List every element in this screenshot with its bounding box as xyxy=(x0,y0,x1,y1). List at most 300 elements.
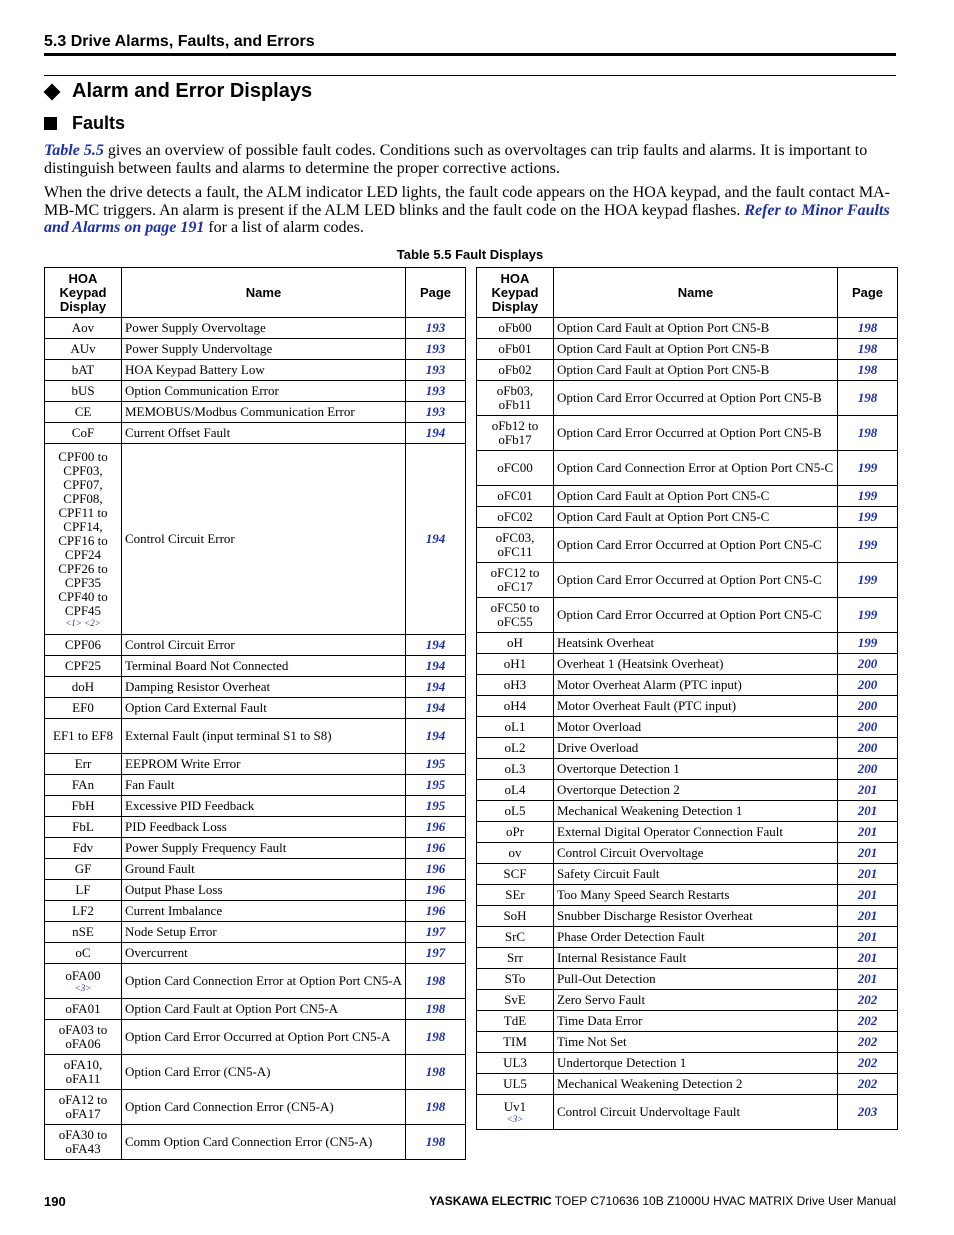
page-link[interactable]: 197 xyxy=(406,943,466,964)
page-link[interactable]: 198 xyxy=(406,1090,466,1125)
fault-name: MEMOBUS/Modbus Communication Error xyxy=(122,402,406,423)
fault-code: oH xyxy=(507,635,523,650)
page-link[interactable]: 199 xyxy=(838,451,898,486)
fault-code: oFb12 to oFb17 xyxy=(491,418,539,447)
fault-code: bUS xyxy=(71,383,95,398)
fault-name: Option Card Error (CN5-A) xyxy=(122,1055,406,1090)
fault-code-cell xyxy=(477,696,554,717)
table-row xyxy=(477,528,898,563)
table-row xyxy=(45,444,466,635)
fault-code-cell xyxy=(477,486,554,507)
fault-code-cell xyxy=(45,318,122,339)
fault-code-cell xyxy=(45,381,122,402)
table-row xyxy=(45,698,466,719)
page-link[interactable]: 200 xyxy=(838,738,898,759)
table-row xyxy=(477,885,898,906)
fault-code-cell xyxy=(477,339,554,360)
fault-code-cell xyxy=(477,318,554,339)
fault-code-cell xyxy=(477,1095,554,1130)
table-row xyxy=(477,360,898,381)
page-link[interactable]: 203 xyxy=(838,1095,898,1130)
fault-code-cell xyxy=(45,999,122,1020)
fault-code: oL3 xyxy=(504,761,526,776)
page-link[interactable]: 199 xyxy=(838,507,898,528)
fault-code-cell xyxy=(477,864,554,885)
fault-code-cell xyxy=(45,360,122,381)
table-row xyxy=(477,780,898,801)
table-row xyxy=(45,880,466,901)
heading-text: Faults xyxy=(72,113,126,133)
fault-name: Option Card Connection Error (CN5-A) xyxy=(122,1090,406,1125)
page-link[interactable]: 198 xyxy=(838,381,898,416)
fault-name: Motor Overheat Fault (PTC input) xyxy=(554,696,838,717)
fault-code: EF1 to EF8 xyxy=(53,728,113,743)
fault-name: External Fault (input terminal S1 to S8) xyxy=(122,719,406,754)
table-row xyxy=(45,1020,466,1055)
fault-name: Drive Overload xyxy=(554,738,838,759)
page-link[interactable]: 200 xyxy=(838,759,898,780)
fault-name: Fan Fault xyxy=(122,775,406,796)
fault-code-cell xyxy=(45,719,122,754)
table-row xyxy=(477,759,898,780)
page-link[interactable]: 198 xyxy=(838,416,898,451)
table-row xyxy=(477,563,898,598)
fault-code-cell xyxy=(477,822,554,843)
table-row xyxy=(45,1055,466,1090)
table-row xyxy=(477,864,898,885)
page-link[interactable]: 196 xyxy=(406,817,466,838)
table-row xyxy=(45,677,466,698)
table-row xyxy=(477,927,898,948)
table-row xyxy=(477,675,898,696)
page-link[interactable]: 202 xyxy=(838,1032,898,1053)
page-link[interactable]: 193 xyxy=(406,318,466,339)
fault-name: Option Card Error Occurred at Option Port CN5-C xyxy=(554,598,838,633)
page-link[interactable]: 201 xyxy=(838,927,898,948)
fault-code-cell xyxy=(477,1053,554,1074)
fault-name: Snubber Discharge Resistor Overheat xyxy=(554,906,838,927)
page-link[interactable]: 201 xyxy=(838,780,898,801)
fault-name: Output Phase Loss xyxy=(122,880,406,901)
fault-code: FbL xyxy=(72,819,94,834)
column-header-code: HOA Keypad Display xyxy=(45,268,122,318)
page-link[interactable]: 198 xyxy=(406,1125,466,1160)
fault-name: Option Card Fault at Option Port CN5-B xyxy=(554,318,838,339)
fault-code: GF xyxy=(74,861,92,876)
fault-code: oFC12 to oFC17 xyxy=(490,565,540,594)
fault-code-cell xyxy=(477,416,554,451)
table-row xyxy=(477,451,898,486)
table-row xyxy=(477,381,898,416)
fault-code: Srr xyxy=(507,950,523,965)
fault-name: Pull-Out Detection xyxy=(554,969,838,990)
paragraph-text: When the drive detects a fault, the ALM indicator LED lights, the fault code appears on the HOA keypad, and the fault contact MA-MB-MC triggers. An alarm is present if the ALM LED blinks and the fault code on the HOA keypad flashes. xyxy=(44,184,890,219)
fault-code-cell xyxy=(477,717,554,738)
footer-manual: TOEP C710636 10B Z1000U HVAC MATRIX Drive User Manual xyxy=(551,1194,896,1208)
fault-code: Aov xyxy=(71,320,95,335)
page-link[interactable]: 198 xyxy=(838,339,898,360)
fault-code: oH4 xyxy=(503,698,527,713)
table-row xyxy=(45,922,466,943)
table-row xyxy=(45,1090,466,1125)
table-row xyxy=(45,381,466,402)
fault-code-cell xyxy=(477,654,554,675)
fault-name: Damping Resistor Overheat xyxy=(122,677,406,698)
table-link[interactable]: Table 5.5 xyxy=(44,142,104,159)
page-link[interactable]: 193 xyxy=(406,339,466,360)
fault-table-right xyxy=(476,267,898,1130)
table-row xyxy=(45,817,466,838)
fault-code: ov xyxy=(508,845,522,860)
fault-code: oH3 xyxy=(503,677,527,692)
section-header: 5.3 Drive Alarms, Faults, and Errors xyxy=(44,33,315,50)
table-row xyxy=(45,339,466,360)
fault-name: Option Card Error Occurred at Option Port CN5-B xyxy=(554,416,838,451)
page-link[interactable]: 201 xyxy=(838,864,898,885)
footnote-ref: <1> <2> xyxy=(65,617,101,628)
fault-code: SCF xyxy=(503,866,527,881)
fault-name: Control Circuit Error xyxy=(122,635,406,656)
page-link[interactable]: 194 xyxy=(406,444,466,635)
page-link[interactable]: 195 xyxy=(406,754,466,775)
fault-code-cell xyxy=(45,1090,122,1125)
page-link[interactable]: 202 xyxy=(838,1053,898,1074)
fault-code: oFA10, oFA11 xyxy=(63,1057,103,1086)
fault-code: Fdv xyxy=(72,840,94,855)
table-row xyxy=(45,423,466,444)
page-link[interactable]: 202 xyxy=(838,1011,898,1032)
table-row xyxy=(477,654,898,675)
fault-code-cell xyxy=(477,507,554,528)
fault-name: HOA Keypad Battery Low xyxy=(122,360,406,381)
fault-name: Option Card Fault at Option Port CN5-B xyxy=(554,339,838,360)
fault-name: Control Circuit Undervoltage Fault xyxy=(554,1095,838,1130)
page-link[interactable]: 199 xyxy=(838,486,898,507)
fault-code: Uv1 xyxy=(503,1098,527,1114)
fault-name: Power Supply Undervoltage xyxy=(122,339,406,360)
page-link[interactable]: 194 xyxy=(406,656,466,677)
page-link[interactable]: 194 xyxy=(406,635,466,656)
fault-code-cell xyxy=(477,927,554,948)
fault-code-cell xyxy=(45,754,122,775)
fault-code-cell xyxy=(477,360,554,381)
page-link[interactable]: 194 xyxy=(406,677,466,698)
fault-code: FAn xyxy=(71,777,95,792)
fault-name: Option Card Error Occurred at Option Port CN5-A xyxy=(122,1020,406,1055)
fault-code-cell xyxy=(477,948,554,969)
column-header-name: Name xyxy=(554,268,838,318)
fault-name: Internal Resistance Fault xyxy=(554,948,838,969)
fault-code-cell xyxy=(45,859,122,880)
table-row xyxy=(477,1032,898,1053)
fault-name: Safety Circuit Fault xyxy=(554,864,838,885)
table-row xyxy=(45,796,466,817)
fault-code-cell xyxy=(45,423,122,444)
fault-name: Too Many Speed Search Restarts xyxy=(554,885,838,906)
fault-name: Time Data Error xyxy=(554,1011,838,1032)
table-row xyxy=(477,339,898,360)
fault-code: nSE xyxy=(72,924,94,939)
fault-name: Undertorque Detection 1 xyxy=(554,1053,838,1074)
fault-code-cell xyxy=(477,990,554,1011)
page-link[interactable]: 201 xyxy=(838,801,898,822)
fault-code: oFA03 to oFA06 xyxy=(58,1022,108,1051)
fault-code: TIM xyxy=(503,1034,527,1049)
fault-code-cell xyxy=(45,796,122,817)
fault-code: oFC01 xyxy=(497,488,533,503)
fault-name: EEPROM Write Error xyxy=(122,754,406,775)
table-row xyxy=(45,1125,466,1160)
table-row xyxy=(477,843,898,864)
fault-code: oL4 xyxy=(504,782,526,797)
table-row xyxy=(477,1011,898,1032)
table-row xyxy=(45,859,466,880)
fault-code: oL2 xyxy=(504,740,526,755)
table-row xyxy=(45,999,466,1020)
page-link[interactable]: 200 xyxy=(838,696,898,717)
fault-code: CPF06 xyxy=(64,637,102,652)
table-row xyxy=(45,719,466,754)
heading-faults xyxy=(44,113,125,134)
fault-code: FbH xyxy=(71,798,95,813)
fault-name: Option Card External Fault xyxy=(122,698,406,719)
fault-code-cell xyxy=(45,1055,122,1090)
page-link[interactable]: 193 xyxy=(406,381,466,402)
fault-code-cell xyxy=(477,528,554,563)
page-link[interactable]: 200 xyxy=(838,675,898,696)
page-link[interactable]: 198 xyxy=(406,999,466,1020)
table-row xyxy=(45,402,466,423)
fault-code: oFC02 xyxy=(497,509,533,524)
paragraph-text: gives an overview of possible fault codes. Conditions such as overvoltages can trip faults and alarms. It is important to distinguish between faults and alarms to determine the proper corrective actions. xyxy=(44,142,868,177)
fault-name: Zero Servo Fault xyxy=(554,990,838,1011)
fault-code-cell xyxy=(477,598,554,633)
fault-code: CPF25 xyxy=(64,658,102,673)
diamond-bullet-icon xyxy=(44,83,61,100)
fault-name: Comm Option Card Connection Error (CN5-A) xyxy=(122,1125,406,1160)
fault-name: Option Card Error Occurred at Option Port CN5-C xyxy=(554,528,838,563)
column-header-name: Name xyxy=(122,268,406,318)
fault-code: CoF xyxy=(71,425,95,440)
fault-code: STo xyxy=(504,971,526,986)
page-link[interactable]: 199 xyxy=(838,563,898,598)
page-link[interactable]: 198 xyxy=(406,1020,466,1055)
page-link[interactable]: 198 xyxy=(838,360,898,381)
fault-code: oC xyxy=(75,945,91,960)
fault-code-cell xyxy=(45,635,122,656)
table-row xyxy=(477,801,898,822)
table-row xyxy=(477,598,898,633)
page-link[interactable]: 194 xyxy=(406,423,466,444)
table-row xyxy=(477,1053,898,1074)
fault-table-left xyxy=(44,267,466,1160)
column-header-code: HOA Keypad Display xyxy=(477,268,554,318)
page-link[interactable]: 194 xyxy=(406,698,466,719)
fault-detection-paragraph xyxy=(44,184,900,237)
fault-code-cell xyxy=(45,838,122,859)
table-row xyxy=(477,738,898,759)
page-link[interactable]: 201 xyxy=(838,948,898,969)
page-link[interactable]: 200 xyxy=(838,654,898,675)
fault-code-cell xyxy=(477,675,554,696)
fault-code: doH xyxy=(71,679,95,694)
fault-code: oFA00 xyxy=(65,967,101,983)
fault-code-cell xyxy=(477,738,554,759)
fault-code-cell xyxy=(45,880,122,901)
fault-name: Option Card Fault at Option Port CN5-C xyxy=(554,507,838,528)
table-row xyxy=(45,318,466,339)
fault-code: oL5 xyxy=(504,803,526,818)
fault-code-cell xyxy=(477,1032,554,1053)
fault-code: CE xyxy=(74,404,92,419)
page-link[interactable]: 199 xyxy=(838,598,898,633)
fault-code-cell xyxy=(477,1011,554,1032)
fault-code-cell xyxy=(477,381,554,416)
fault-name: Option Card Fault at Option Port CN5-A xyxy=(122,999,406,1020)
table-row xyxy=(477,416,898,451)
fault-code: oFb01 xyxy=(498,341,532,356)
page-link[interactable]: 194 xyxy=(406,719,466,754)
fault-code-cell xyxy=(477,843,554,864)
table-row xyxy=(45,838,466,859)
page-link[interactable]: 196 xyxy=(406,838,466,859)
fault-name: Motor Overload xyxy=(554,717,838,738)
fault-name: Terminal Board Not Connected xyxy=(122,656,406,677)
table-row xyxy=(45,360,466,381)
fault-name: Option Card Fault at Option Port CN5-C xyxy=(554,486,838,507)
table-row xyxy=(477,633,898,654)
fault-name: Control Circuit Error xyxy=(122,444,406,635)
page-link[interactable]: 193 xyxy=(406,402,466,423)
fault-code: SEr xyxy=(505,887,525,902)
fault-name: Option Communication Error xyxy=(122,381,406,402)
page-link[interactable]: 195 xyxy=(406,796,466,817)
fault-code-cell xyxy=(45,339,122,360)
fault-code: TdE xyxy=(503,1013,527,1028)
table-caption: Table 5.5 Fault Displays xyxy=(396,247,544,262)
fault-code: SrC xyxy=(504,929,526,944)
fault-code: SoH xyxy=(503,908,527,923)
fault-code: CPF00 to CPF03, CPF07, CPF08, CPF11 to CPF14, CPF16 to CPF24 CPF26 to CPF35 CPF40 to CPF45 xyxy=(58,448,108,618)
fault-name: Node Setup Error xyxy=(122,922,406,943)
page-link[interactable]: 202 xyxy=(838,990,898,1011)
fault-code-cell xyxy=(45,677,122,698)
fault-name: Current Imbalance xyxy=(122,901,406,922)
page-link[interactable]: 198 xyxy=(838,318,898,339)
fault-code-cell xyxy=(45,775,122,796)
page-link[interactable]: 201 xyxy=(838,906,898,927)
heading-text: Alarm and Error Displays xyxy=(72,80,313,102)
fault-code: oFC00 xyxy=(497,460,533,475)
fault-code-cell xyxy=(477,885,554,906)
fault-code: oPr xyxy=(505,824,525,839)
column-header-page: Page xyxy=(406,268,466,318)
page-link[interactable]: 200 xyxy=(838,717,898,738)
page-link[interactable]: 199 xyxy=(838,633,898,654)
page-link[interactable]: 198 xyxy=(406,1055,466,1090)
page-link[interactable]: 201 xyxy=(838,843,898,864)
table-row xyxy=(45,775,466,796)
section-rule xyxy=(44,75,896,76)
fault-code: UL3 xyxy=(503,1055,527,1070)
page-link[interactable]: 196 xyxy=(406,880,466,901)
header-rule xyxy=(44,53,896,56)
fault-code-cell xyxy=(477,906,554,927)
fault-code-cell xyxy=(45,656,122,677)
footer-brand: YASKAWA ELECTRIC xyxy=(429,1194,552,1208)
paragraph-text: for a list of alarm codes. xyxy=(204,219,364,236)
fault-code-cell xyxy=(477,1074,554,1095)
fault-code: oFC03, oFC11 xyxy=(495,530,535,559)
fault-name: Overheat 1 (Heatsink Overheat) xyxy=(554,654,838,675)
fault-name: Overtorque Detection 2 xyxy=(554,780,838,801)
fault-name: Excessive PID Feedback xyxy=(122,796,406,817)
table-row xyxy=(45,901,466,922)
fault-code-cell xyxy=(45,922,122,943)
fault-code-cell xyxy=(477,633,554,654)
fault-code: oFA12 to oFA17 xyxy=(58,1092,108,1121)
table-row xyxy=(477,948,898,969)
page-link[interactable]: 193 xyxy=(406,360,466,381)
page-link[interactable]: 196 xyxy=(406,859,466,880)
page-link[interactable]: 196 xyxy=(406,901,466,922)
fault-name: Option Card Error Occurred at Option Port CN5-B xyxy=(554,381,838,416)
page-link[interactable]: 201 xyxy=(838,822,898,843)
fault-name: Heatsink Overheat xyxy=(554,633,838,654)
minor-faults-link[interactable]: Refer to Minor Faults and Alarms on page 191 xyxy=(44,201,890,236)
page-link[interactable]: 202 xyxy=(838,1074,898,1095)
fault-code: bAT xyxy=(71,362,95,377)
table-row xyxy=(477,696,898,717)
table-row xyxy=(45,943,466,964)
footnote-ref: <3> xyxy=(74,982,92,993)
page-link[interactable]: 201 xyxy=(838,969,898,990)
table-row xyxy=(477,990,898,1011)
fault-name: Time Not Set xyxy=(554,1032,838,1053)
fault-code-cell xyxy=(477,969,554,990)
fault-name: Overcurrent xyxy=(122,943,406,964)
table-row xyxy=(477,318,898,339)
fault-code: oFb03, oFb11 xyxy=(496,383,534,412)
page-link[interactable]: 198 xyxy=(406,964,466,999)
column-header-page: Page xyxy=(838,268,898,318)
table-row xyxy=(477,717,898,738)
page-link[interactable]: 195 xyxy=(406,775,466,796)
fault-code: AUv xyxy=(70,341,96,356)
fault-name: Option Card Fault at Option Port CN5-B xyxy=(554,360,838,381)
table-row xyxy=(477,1095,898,1130)
fault-code-cell xyxy=(477,563,554,598)
fault-name: PID Feedback Loss xyxy=(122,817,406,838)
fault-code: oFA01 xyxy=(65,1001,101,1016)
fault-code-cell xyxy=(45,698,122,719)
fault-code: SvE xyxy=(504,992,526,1007)
fault-name: Mechanical Weakening Detection 1 xyxy=(554,801,838,822)
page-link[interactable]: 199 xyxy=(838,528,898,563)
fault-code-cell xyxy=(45,1020,122,1055)
fault-code-cell xyxy=(45,817,122,838)
fault-code-cell xyxy=(477,780,554,801)
fault-code-cell xyxy=(45,444,122,635)
fault-name: Motor Overheat Alarm (PTC input) xyxy=(554,675,838,696)
page-link[interactable]: 197 xyxy=(406,922,466,943)
fault-code: oL1 xyxy=(504,719,526,734)
fault-code-cell xyxy=(45,943,122,964)
fault-name: Ground Fault xyxy=(122,859,406,880)
table-row xyxy=(45,964,466,999)
page-link[interactable]: 201 xyxy=(838,885,898,906)
fault-code: EF0 xyxy=(72,700,94,715)
